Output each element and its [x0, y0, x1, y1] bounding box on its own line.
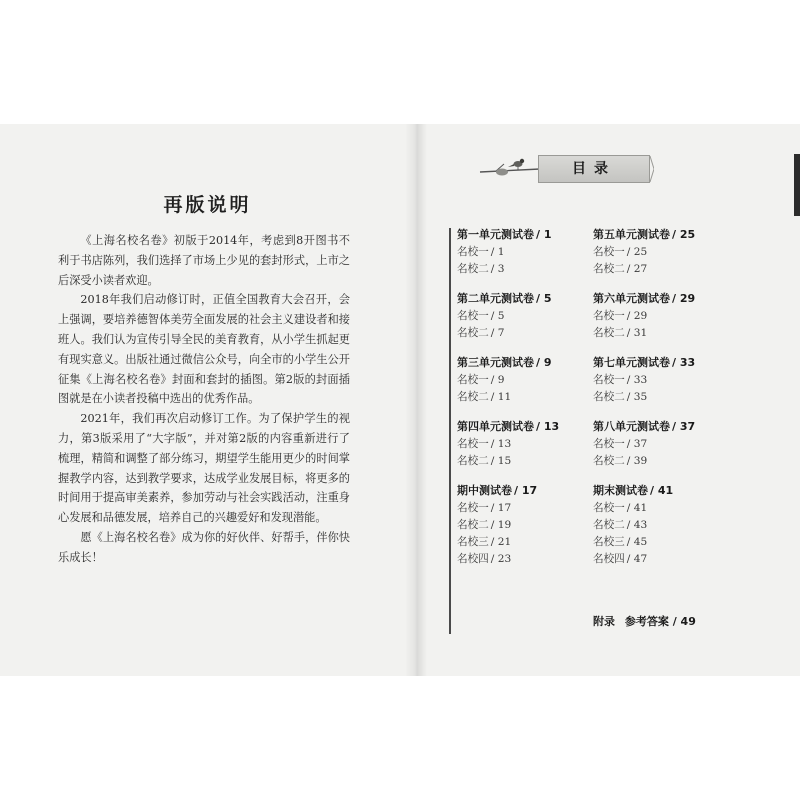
- toc-entry[interactable]: [593, 372, 728, 389]
- toc-group: [593, 354, 728, 406]
- toc-entry[interactable]: [593, 308, 728, 325]
- toc-vertical-rule: [449, 228, 451, 634]
- toc-heading[interactable]: [593, 354, 728, 372]
- page-number: / 21: [490, 536, 512, 548]
- page-number: / 9: [536, 356, 552, 369]
- page-number: / 41: [626, 502, 648, 514]
- page-number: / 31: [626, 327, 648, 339]
- toc-heading-label: 第五单元测试卷: [593, 228, 670, 241]
- toc-heading[interactable]: [457, 290, 587, 308]
- page-number: / 37: [626, 438, 648, 450]
- toc-entry[interactable]: [593, 453, 728, 470]
- toc-heading-label: 第一单元测试卷: [457, 228, 534, 241]
- toc-entry[interactable]: [593, 261, 728, 278]
- appendix-label: 附录: [593, 615, 615, 628]
- page-number: / 35: [626, 391, 648, 403]
- page-number: / 45: [626, 536, 648, 548]
- toc-entry[interactable]: [593, 436, 728, 453]
- paragraph: 2018年我们启动修订时，正值全国教育大会召开，会上强调，要培养德智体美劳全面发展的社会主义建设者和接班人。我们认为宣传引导全民的美育教育，从小学生抓起更有现实意义。出版社通过微信公众号，向全市的小学生公开征集《上海名校名卷》封面和套封的插图。第2版的封面插图就是在小读者投稿中选出的优秀作品。: [58, 293, 350, 406]
- toc-entry-label: 名校二: [593, 519, 625, 531]
- toc-entry[interactable]: [457, 244, 587, 261]
- toc-heading-label: 期中测试卷: [457, 484, 512, 497]
- page-number: / 43: [626, 519, 648, 531]
- toc-entry-label: 名校三: [457, 536, 489, 548]
- toc-group: [457, 226, 587, 278]
- toc-appendix-entry[interactable]: [593, 613, 696, 629]
- page-number: / 11: [490, 391, 512, 403]
- toc-entry-label: 名校一: [457, 246, 489, 258]
- toc-heading[interactable]: [457, 482, 587, 500]
- toc-group: [593, 226, 728, 278]
- toc-entry[interactable]: [593, 325, 728, 342]
- toc-entry-label: 名校一: [593, 374, 625, 386]
- toc-banner: [478, 152, 654, 186]
- page-number: / 1: [536, 228, 552, 241]
- page-number: / 1: [490, 246, 505, 258]
- toc-entry-label: 名校二: [593, 263, 625, 275]
- toc-entry-label: 名校一: [593, 246, 625, 258]
- toc-heading-label: 期末测试卷: [593, 484, 648, 497]
- page-number: / 25: [672, 228, 696, 241]
- toc-left-column: [457, 226, 587, 580]
- toc-group: [593, 482, 728, 568]
- toc-entry[interactable]: [457, 534, 587, 551]
- toc-entry-label: 名校一: [457, 438, 489, 450]
- toc-group: [457, 418, 587, 470]
- paragraph: 愿《上海名校名卷》成为你的好伙伴、好帮手，伴你快乐成长！: [58, 530, 350, 564]
- toc-entry[interactable]: [457, 325, 587, 342]
- page-number: / 19: [490, 519, 512, 531]
- toc-entry[interactable]: [457, 389, 587, 406]
- toc-entry[interactable]: [593, 551, 728, 568]
- page-number: / 5: [536, 292, 552, 305]
- toc-heading-label: 第四单元测试卷: [457, 420, 534, 433]
- toc-entry[interactable]: [457, 261, 587, 278]
- toc-heading-label: 第三单元测试卷: [457, 356, 534, 369]
- toc-heading-label: 第七单元测试卷: [593, 356, 670, 369]
- page-number: / 17: [514, 484, 538, 497]
- toc-heading-label: 第二单元测试卷: [457, 292, 534, 305]
- appendix-title: 参考答案: [624, 615, 669, 628]
- toc-group: [457, 290, 587, 342]
- toc-entry[interactable]: [457, 517, 587, 534]
- toc-group: [457, 482, 587, 568]
- page-number: / 13: [490, 438, 512, 450]
- page-number: / 41: [650, 484, 674, 497]
- toc-entry[interactable]: [457, 453, 587, 470]
- toc-entry[interactable]: [593, 389, 728, 406]
- page-number: / 47: [626, 553, 648, 565]
- toc-entry[interactable]: [457, 500, 587, 517]
- page-number: / 33: [672, 356, 696, 369]
- toc-entry-label: 名校一: [593, 502, 625, 514]
- toc-entry-label: 名校二: [593, 391, 625, 403]
- toc-entry-label: 名校二: [457, 391, 489, 403]
- toc-heading[interactable]: [593, 482, 728, 500]
- page-number: / 13: [536, 420, 560, 433]
- toc-entry-label: 名校四: [457, 553, 489, 565]
- right-page: [415, 124, 800, 676]
- page-number: / 37: [672, 420, 696, 433]
- page-number: / 29: [672, 292, 696, 305]
- reprint-note-body: [58, 231, 350, 568]
- page-number: / 17: [490, 502, 512, 514]
- toc-entry[interactable]: [457, 551, 587, 568]
- toc-heading[interactable]: [457, 354, 587, 372]
- toc-entry-label: 名校二: [457, 455, 489, 467]
- toc-entry-label: 名校一: [593, 310, 625, 322]
- page-number: / 9: [490, 374, 505, 386]
- page-number: / 39: [626, 455, 648, 467]
- toc-entry-label: 名校四: [593, 553, 625, 565]
- toc-heading[interactable]: [457, 418, 587, 436]
- toc-heading-label: 第六单元测试卷: [593, 292, 670, 305]
- toc-entry-label: 名校一: [457, 502, 489, 514]
- toc-entry-label: 名校二: [457, 327, 489, 339]
- toc-entry-label: 名校一: [457, 374, 489, 386]
- toc-heading[interactable]: [593, 290, 728, 308]
- page-number: / 15: [490, 455, 512, 467]
- toc-entry-label: 名校二: [593, 455, 625, 467]
- page-number: / 23: [490, 553, 512, 565]
- toc-entry[interactable]: [457, 372, 587, 389]
- toc-entry-label: 名校二: [457, 263, 489, 275]
- toc-entry[interactable]: [457, 308, 587, 325]
- toc-entry[interactable]: [593, 500, 728, 517]
- toc-heading[interactable]: [593, 418, 728, 436]
- page-number: / 33: [626, 374, 648, 386]
- toc-heading-label: 第八单元测试卷: [593, 420, 670, 433]
- page-number: / 3: [490, 263, 505, 275]
- page-number: / 49: [672, 615, 696, 628]
- reprint-note-title: 再版说明: [163, 194, 252, 216]
- toc-entry[interactable]: [593, 534, 728, 551]
- page-number: / 29: [626, 310, 648, 322]
- toc-group: [593, 290, 728, 342]
- toc-heading[interactable]: [457, 226, 587, 244]
- toc-entry-label: 名校一: [457, 310, 489, 322]
- paragraph: 2021年，我们再次启动修订工作。为了保护学生的视力，第3版采用了“大字版”，并对第2版的内容重新进行了梳理，精简和调整了部分练习，期望学生能用更少的时间掌握教学内容，达到教学要求，达成学业发展目标，将更多的时间用于提高审美素养，参加劳动与社会实践活动，注重身心发展和品德发展，培养自己的兴趣爱好和发现潜能。: [58, 412, 350, 525]
- toc-entry[interactable]: [457, 436, 587, 453]
- toc-heading[interactable]: [593, 226, 728, 244]
- page-number: / 5: [490, 310, 505, 322]
- toc-entry-label: 名校二: [457, 519, 489, 531]
- book-spread: [0, 124, 800, 676]
- toc-entry-label: 名校三: [593, 536, 625, 548]
- toc-entry-label: 名校一: [593, 438, 625, 450]
- page-number: / 25: [626, 246, 648, 258]
- page-number: / 7: [490, 327, 505, 339]
- page-edge-tab: [794, 154, 800, 216]
- left-page: [0, 124, 415, 676]
- toc-right-column: [593, 226, 728, 580]
- toc-entry-label: 名校二: [593, 327, 625, 339]
- paragraph: 《上海名校名卷》初版于2014年，考虑到8开图书不利于书店陈列，我们选择了市场上少见的套封形式，上市之后深受小读者欢迎。: [58, 234, 350, 287]
- toc-title: 目录: [572, 161, 616, 177]
- toc-entry[interactable]: [593, 517, 728, 534]
- toc-group: [457, 354, 587, 406]
- toc-group: [593, 418, 728, 470]
- page-number: / 27: [626, 263, 648, 275]
- toc-entry[interactable]: [593, 244, 728, 261]
